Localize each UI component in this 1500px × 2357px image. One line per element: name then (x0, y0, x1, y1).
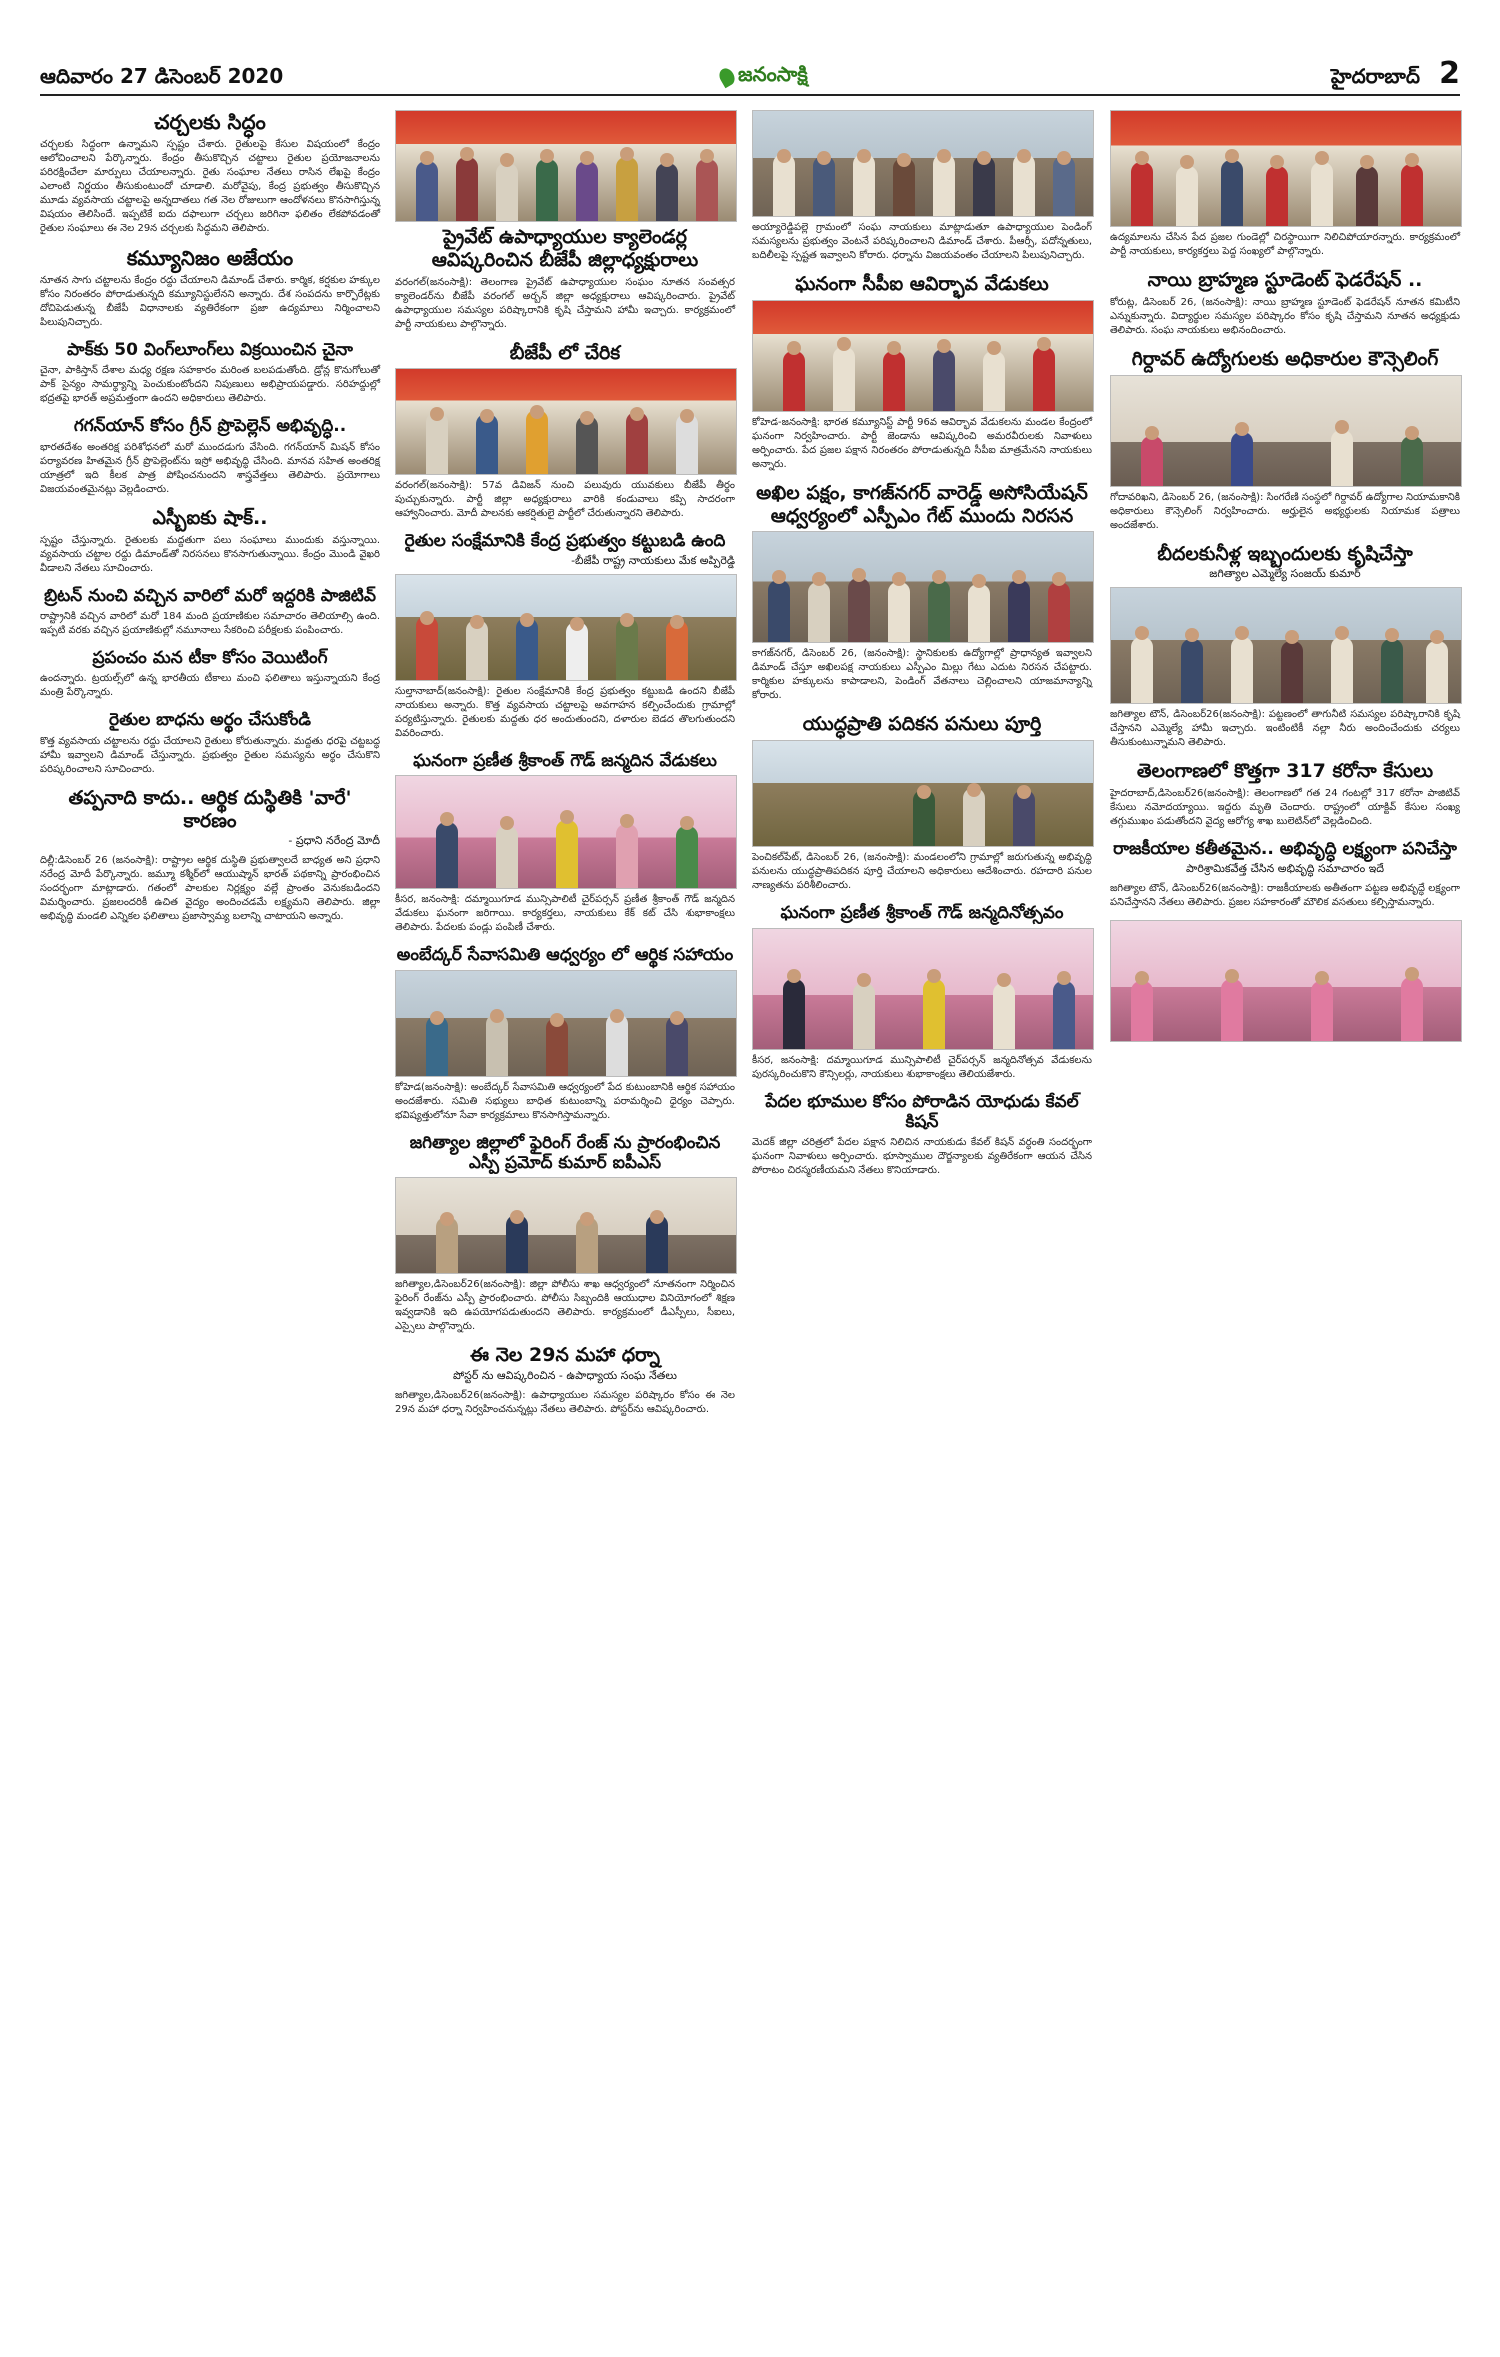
article-body: రాష్ట్రానికి వచ్చిన వారిలో మరో 184 మంది ప్రయాణికుల సమాచారం తెలియాల్సి ఉంది. ఇప్పటి వరకు వచ్చిన ప్రయాణికుల్లో నమూనాలు సేకరించి పరీక్షలకు పంపించారు. (40, 610, 380, 636)
column-2 (395, 108, 735, 1427)
article-body: నూతన సాగు చట్టాలను కేంద్రం రద్దు చేయాలని డిమాండ్ చేశారు. కార్మిక, కర్షకుల హక్కుల కోసం నిరంతరం పోరాడుతున్నది కమ్యూనిస్టులేనని అన్నారు. దేశ సంపదను కార్పొరేట్లకు దోచిపెడుతున్న బీజేపీ విధానాలకు వ్యతిరేకంగా ప్రజా ఉద్యమాలు నిర్మించాలని పిలుపునిచ్చారు. (40, 275, 380, 328)
article (395, 342, 735, 522)
article (395, 751, 735, 935)
column-3 (752, 108, 1092, 1188)
article (752, 110, 1092, 263)
article-body: హైదరాబాద్,డిసెంబర్26(జనంసాక్షి): తెలంగాణలో గత 24 గంటల్లో 317 కరోనా పాజిటివ్ కేసులు నమోదయ్యాయి. ఇద్దరు మృతి చెందారు. రాష్ట్రంలో యాక్టివ్ కేసుల సంఖ్య తగ్గుముఖం పడుతోందని వైద్య ఆరోగ్య శాఖ బులెటిన్‌లో వెల్లడించింది. (1110, 788, 1460, 828)
article-body: మెదక్ జిల్లా చరిత్రలో పేదల పక్షాన నిలిచిన నాయకుడు కేవల్ కిషన్ వర్ధంతి సందర్భంగా ఘనంగా నివాళులు అర్పించారు. భూస్వాముల దౌర్జన్యాలకు వ్యతిరేకంగా ఆయన చేసిన పోరాటం చిరస్మరణీయమని నేతలు కొనియాడారు. (752, 1137, 1092, 1177)
article (40, 586, 380, 638)
article-body: వరంగల్(జనంసాక్షి): తెలంగాణ ప్రైవేట్ ఉపాధ్యాయుల సంఘం నూతన సంవత్సర క్యాలెండర్‌ను బీజేపీ వరంగల్ అర్బన్ జిల్లా అధ్యక్షురాలు ఆవిష్కరించారు. ప్రైవేట్ ఉపాధ్యాయుల సమస్యల పరిష్కారానికి కృషి చేస్తామని హామీ ఇచ్చారు. కార్యక్రమంలో పార్టీ నాయకులు పాల్గొన్నారు. (395, 276, 735, 330)
article-headline: యుద్ధప్రాతి పదికన పనులు పూర్తి (802, 713, 1042, 736)
article-headline: గిర్దావర్ ఉద్యోగులకు అధికారుల కౌన్సెలింగ్ (1131, 347, 1439, 370)
article-body: కీసర, జనంసాక్షి: దమ్మాయిగూడ మున్సిపాలిటీ చైర్‌పర్సన్ జన్మదినోత్సవ వేడుకలను పురస్కరించుకొని కౌన్సిలర్లు, నాయకులు శుభాకాంక్షలు తెలియజేశారు. (752, 1054, 1092, 1080)
article-headline: ప్రపంచం మన టీకా కోసం వెయిటింగ్ (92, 647, 328, 668)
article-body: జగిత్యాల టౌన్, డిసెంబర్26(జనంసాక్షి): పట్టణంలో తాగునీటి సమస్యల పరిష్కారానికి కృషి చేస్తానని ఎమ్మెల్యే హామీ ఇచ్చారు. ఇంటింటికీ నల్లా నీరు అందించేందుకు చర్యలు తీసుకుంటున్నామని తెలిపారు. (1110, 709, 1460, 749)
news-photo (395, 368, 737, 475)
news-photo (1110, 110, 1462, 227)
article-body: వరంగల్(జనంసాక్షి): 57వ డివిజన్ నుంచి పలువురు యువకులు బీజేపీ తీర్థం పుచ్చుకున్నారు. పార్టీ జిల్లా అధ్యక్షురాలు వారికి కండువాలు కప్పి సాదరంగా ఆహ్వానించారు. మోదీ పాలనకు ఆకర్షితులై పార్టీలో చేరుతున్నారని తెలిపారు. (395, 480, 735, 520)
article (752, 1092, 1092, 1179)
article-headline: అఖిల పక్షం, కాగజ్‌నగర్ వారెడ్డ్ అసోసియేషన్ ఆధ్వర్యంలో ఎస్పీఎం గేట్ ముందు నిరసన (756, 481, 1088, 527)
article (1110, 269, 1460, 338)
article-headline: బీదలకునీళ్ల ఇబ్బందులకు కృషిచేస్తా (1157, 542, 1413, 565)
news-photo (395, 574, 737, 681)
article-headline: రైతుల బాధను అర్థం చేసుకోండి (109, 710, 311, 731)
paper-logo (720, 62, 808, 91)
article-body: సుల్తానాబాద్(జనంసాక్షి): రైతుల సంక్షేమానికి కేంద్ర ప్రభుత్వం కట్టుబడి ఉందని బీజేపీ నాయకులు అన్నారు. కొత్త వ్యవసాయ చట్టాలపై అవగాహన కల్పించేందుకు గ్రామాల్లో పర్యటిస్తున్నారు. రైతులకు మద్దతు ధర అందుతుందని, దళారుల బెడద తొలగుతుందని వివరించారు. (395, 685, 735, 739)
article (395, 531, 735, 740)
article-headline: చర్చలకు సిద్ధం (154, 110, 266, 134)
article-body: ఉద్యమాలను చేసిన పేద ప్రజల గుండెల్లో చిరస్థాయిగా నిలిచిపోయారన్నారు. కార్యక్రమంలో పార్టీ నాయకులు, కార్యకర్తలు పెద్ద సంఖ్యలో పాల్గొన్నారు. (1110, 232, 1460, 257)
article (40, 110, 380, 236)
article-body: దిల్లీ:డిసెంబర్ 26 (జనంసాక్షి): రాష్ట్రాల ఆర్థిక దుస్థితి ప్రభుత్వాలదే బాధ్యత అని ప్రధాని నరేంద్ర మోదీ పేర్కొన్నారు. జమ్మూ కశ్మీర్‌లో ఆయుష్మాన్ భారత్ పథకాన్ని ప్రారంభించిన సందర్భంగా మాట్లాడారు. గతంలో పాలకుల నిర్లక్ష్యం వల్లే ప్రాంతం వెనుకబడిందని విమర్శించారు. ప్రజలందరికీ ఉచిత వైద్యం అందించడమే లక్ష్యమని తెలిపారు. జిల్లా అభివృద్ధి మండలి ఎన్నికల ఫలితాలు ప్రజాస్వామ్య బలాన్ని చాటాయని అన్నారు. (40, 855, 380, 923)
article (752, 713, 1092, 893)
issue-date: ఆదివారం 27 డిసెంబర్ 2020 (40, 64, 284, 88)
article (1110, 760, 1460, 829)
article (40, 787, 380, 925)
article-headline: పాక్‌కు 50 వింగ్‌లూంగ్‌లు విక్రయించిన చైనా (67, 340, 353, 360)
article-headline: అంబేద్కర్ సేవాసమితి ఆధ్వర్యం లో ఆర్థిక సహాయం (396, 945, 734, 966)
article-body: జగిత్యాల,డిసెంబర్26(జనంసాక్షి): జిల్లా పోలీసు శాఖ ఆధ్వర్యంలో నూతనంగా నిర్మించిన ఫైరింగ్ రేంజ్‌ను ఎస్పీ ప్రారంభించారు. పోలీసు సిబ్బందికి ఆయుధాల వినియోగంలో శిక్షణ ఇవ్వడానికి ఇది ఉపయోగపడుతుందని తెలిపారు. కార్యక్రమంలో డీఎస్పీలు, సీఐలు, ఎస్సైలు పాల్గొన్నారు. (395, 1279, 735, 1333)
article (395, 110, 735, 332)
article (752, 903, 1092, 1081)
article-body: కోహెడ(జనంసాక్షి): అంబేద్కర్ సేవాసమితి ఆధ్వర్యంలో పేద కుటుంబానికి ఆర్థిక సహాయం అందజేశారు. సమితి సభ్యులు బాధిత కుటుంబాన్ని పరామర్శించి ధైర్యం చెప్పారు. భవిష్యత్తులోనూ సేవా కార్యక్రమాలు కొనసాగిస్తామన్నారు. (395, 1081, 735, 1121)
article (1110, 839, 1460, 909)
article (1110, 543, 1460, 751)
paper-logo-text: జనంసాక్షి (738, 62, 808, 86)
article-body: చైనా, పాకిస్తాన్ దేశాల మధ్య రక్షణ సహకారం మరింత బలపడుతోంది. డ్రోన్ల కొనుగోలుతో పాక్ సైన్యం సామర్థ్యాన్ని పెంచుకుంటోందని నిపుణులు అభిప్రాయపడ్డారు. సరిహద్దుల్లో భద్రతపై భారత్ అప్రమత్తంగా ఉందని అధికారులు తెలిపారు. (40, 365, 380, 405)
article-body: గోదావరిఖని, డిసెంబర్ 26, (జనంసాక్షి): సింగరేణి సంస్థలో గిర్దావర్ ఉద్యోగాల నియామకానికి అధికారులు కౌన్సెలింగ్ నిర్వహించారు. అర్హులైన అభ్యర్థులకు నియామక పత్రాలు అందజేశారు. (1110, 491, 1460, 531)
article-headline: కమ్యూనిజం అజేయం (126, 246, 294, 270)
article-headline: ఎస్బీఐకు షాక్.. (152, 506, 268, 529)
news-photo (752, 531, 1094, 643)
article-headline: రాజకీయాల కతీతమైన.. అభివృద్ధి లక్ష్యంగా పనిచేస్తా (1113, 839, 1457, 860)
article-headline: తెలంగాణలో కొత్తగా 317 కరోనా కేసులు (1136, 760, 1434, 783)
article (40, 246, 380, 330)
article-headline: జగిత్యాల జిల్లాలో ఫైరింగ్ రేంజ్ ను ప్రారంభించిన ఎస్పీ ప్రమోద్ కుమార్ ఐపీఎస్ (409, 1132, 721, 1173)
masthead (40, 56, 1460, 96)
article-body: అయ్యారెడ్డిపల్లె గ్రామంలో సంఘ నాయకులు మాట్లాడుతూ ఉపాధ్యాయుల పెండింగ్ సమస్యలను ప్రభుత్వం వెంటనే పరిష్కరించాలని డిమాండ్ చేశారు. పీఆర్సీ, పదోన్నతులు, బదిలీలపై స్పష్టత ఇవ్వాలని కోరారు. ధర్నాను విజయవంతం చేయాలని పిలుపునిచ్చారు. (752, 222, 1092, 261)
news-photo (752, 740, 1094, 847)
article-headline: ఘనంగా ప్రణీత శ్రీకాంత్ గౌడ్ జన్మదిన వేడుకలు (413, 750, 717, 771)
article-subhead: -బీజేపీ రాష్ట్ర నాయకులు మేక అప్పిరెడ్డి (571, 553, 735, 567)
article-body: కీసర, జనంసాక్షి: దమ్మాయిగూడ మున్సిపాలిటీ చైర్‌పర్సన్ ప్రణీత శ్రీకాంత్ గౌడ్ జన్మదిన వేడుకలు ఘనంగా జరిగాయి. కార్యకర్తలు, నాయకులు కేక్ కట్ చేసి శుభాకాంక్షలు తెలిపారు. పేదలకు పండ్లు పంపిణీ చేశారు. (395, 894, 735, 934)
article-body: ఉందన్నారు. ట్రయల్స్‌లో ఉన్న భారతీయ టీకాలు మంచి ఫలితాలు ఇస్తున్నాయని కేంద్ర మంత్రి పేర్కొన్నారు. (40, 673, 380, 699)
edition-city: హైదరాబాద్ (1330, 64, 1420, 88)
news-photo (395, 1177, 737, 1274)
article (40, 710, 380, 776)
news-photo (395, 970, 737, 1077)
article-headline: తప్పనాది కాదు.. ఆర్థిక దుస్థితికి 'వారే' కారణం (68, 786, 352, 832)
article-body: పెంచికల్‌పేట్, డిసెంబర్ 26, (జనంసాక్షి): మండలంలోని గ్రామాల్లో జరుగుతున్న అభివృద్ధి పనులను యుద్ధప్రాతిపదికన పూర్తి చేయాలని అధికారులు ఆదేశించారు. రహదారి పనుల నాణ్యతను పరిశీలించారు. (752, 852, 1092, 892)
article (752, 482, 1092, 704)
article-subhead: జగిత్యాల ఎమ్మెల్యే సంజయ్ కుమార్ (1209, 567, 1361, 581)
article (395, 1133, 735, 1335)
article-body: భారతదేశం అంతరిక్ష పరిశోధనలో మరో ముందడుగు వేసింది. గగన్‌యాన్ మిషన్ కోసం పర్యావరణ హితమైన గ్రీన్ ప్రొపెల్లెంట్‌ను ఇస్రో అభివృద్ధి చేసింది. మానవ సహిత అంతరిక్ష యాత్రలో ఇది కీలక పాత్ర పోషించనుందని శాస్త్రవేత్తలు తెలిపారు. ప్రయోగాలు విజయవంతమైనట్లు వెల్లడించారు. (40, 441, 380, 495)
article (395, 945, 735, 1122)
article (40, 340, 380, 406)
leaf-icon (716, 65, 737, 88)
article-body: కోహెడ-జనంసాక్షి: భారత కమ్యూనిస్ట్ పార్టీ 96వ ఆవిర్భావ వేడుకలను మండల కేంద్రంలో ఘనంగా నిర్వహించారు. పార్టీ జెండాను ఆవిష్కరించి అమరవీరులకు నివాళులు అర్పించారు. పేద ప్రజల పక్షాన నిరంతరం పోరాడుతున్నది సీపీఐ మాత్రమేనని నాయకులు అన్నారు. (752, 416, 1092, 470)
news-photo (752, 928, 1094, 1050)
article-body: జగిత్యాల,డిసెంబర్26(జనంసాక్షి): ఉపాధ్యాయుల సమస్యల పరిష్కారం కోసం ఈ నెల 29న మహా ధర్నా నిర్వహించనున్నట్లు నేతలు తెలిపారు. పోస్టర్‌ను ఆవిష్కరించారు. (395, 1390, 735, 1416)
article-body: కాగజ్‌నగర్, డిసెంబర్ 26, (జనంసాక్షి): స్థానికులకు ఉద్యోగాల్లో ప్రాధాన్యత ఇవ్వాలని డిమాండ్ చేస్తూ అఖిలపక్ష నాయకులు ఎస్పీఎం మిల్లు గేటు ఎదుట నిరసన చేపట్టారు. కార్మికుల హక్కులను కాపాడాలని, పెండింగ్ వేతనాలు చెల్లించాలని యాజమాన్యాన్ని కోరారు. (752, 648, 1092, 702)
article (40, 648, 380, 700)
article (40, 507, 380, 576)
article-headline: రైతుల సంక్షేమానికి కేంద్ర ప్రభుత్వం కట్టుబడి ఉంది (404, 531, 726, 552)
article-headline: ఘనంగా ప్రణీత శ్రీకాంత్ గౌడ్ జన్మదినోత్సవం (780, 903, 1064, 924)
article-body: స్పష్టం చేస్తున్నారు. రైతులకు మద్దతుగా పలు సంఘాలు ముందుకు వస్తున్నాయి. వ్యవసాయ చట్టాల రద్దు డిమాండ్‌తో నిరసనలు కొనసాగుతున్నాయి. కేంద్రం మొండి వైఖరి వీడాలని నేతలు సూచించారు. (40, 534, 380, 574)
article-headline: బ్రిటన్ నుంచి వచ్చిన వారిలో మరో ఇద్దరికి పాజిటివ్ (44, 585, 376, 606)
article-headline: గగన్‌యాన్ కోసం గ్రీన్ ప్రొపెల్లెన్ అభివృద్ధి.. (73, 416, 347, 437)
article-headline: నాయి బ్రాహ్మణ స్టూడెంట్ ఫెడరేషన్ .. (1147, 269, 1423, 291)
article-body: చర్చలకు సిద్ధంగా ఉన్నామని స్పష్టం చేశారు. రైతులపై కేసుల విషయంలో కేంద్రం ఆలోచించాలని పేర్కొన్నారు. కేంద్రం తీసుకొచ్చిన చట్టాలు రైతుల ప్రయోజనాలను పరిరక్షించేలా మార్పులు చేయాలన్నారు. రైతు సంఘాల నేతలు రాసిన లేఖపై కేంద్రం ఎలాంటి నిర్ణయం తీసుకుంటుందో చూడాలి. మరోవైపు, కేంద్ర ప్రభుత్వం తీసుకొచ్చిన మూడు వ్యవసాయ చట్టాలపై అన్నదాతలు గత నెల రోజులుగా ఆందోళనలు కొనసాగిస్తున్న విషయం తెలిసిందే. ఇప్పటికే ఐదు దఫాలుగా చర్చలు జరిగినా ఫలితం లేకపోవడంతో రైతుల సంఘాలు ఈ నెల 29న చర్చలకు సిద్ధమని తెలిపారు. (40, 139, 380, 234)
news-photo (1110, 375, 1462, 487)
news-photo (395, 775, 737, 889)
news-photo (1110, 587, 1462, 704)
article-body: జగిత్యాల టౌన్, డిసెంబర్26(జనంసాక్షి): రాజకీయాలకు అతీతంగా పట్టణ అభివృద్ధే లక్ష్యంగా పనిచేస్తానని నేతలు తెలిపారు. ప్రజల సహకారంతో మౌలిక వసతులు కల్పిస్తామన్నారు. (1110, 882, 1460, 908)
article-subhead: పారిశ్రామికవేత్త చేసిన అభివృద్ధి సమాచారం ఇదే (1185, 861, 1384, 875)
article (752, 273, 1092, 472)
article-headline: ప్రైవేట్ ఉపాధ్యాయుల క్యాలెండర్ల ఆవిష్కరించిన బీజేపీ జిల్లాధ్యక్షురాలు (431, 226, 699, 271)
news-photo (752, 300, 1094, 412)
article-body: కోరుట్ల, డిసెంబర్ 26, (జనంసాక్షి): నాయి బ్రాహ్మణ స్టూడెంట్ ఫెడరేషన్ నూతన కమిటీని ఎన్నుకున్నారు. విద్యార్థుల సమస్యల పరిష్కారం కోసం కృషి చేస్తామని నూతన అధ్యక్షుడు తెలిపారు. సంఘ నాయకులు అభినందించారు. (1110, 296, 1460, 336)
article (1110, 920, 1460, 1042)
article-subhead: పోస్టర్ ను ఆవిష్కరించిన - ఉపాధ్యాయ సంఘ నేతలు (453, 1369, 677, 1383)
column-4 (1110, 108, 1460, 1052)
article-headline: పేదల భూముల కోసం పోరాడిన యోధుడు కేవల్ కిషన్ (765, 1091, 1079, 1132)
page-number: 2 (1439, 56, 1460, 91)
article-subhead: - ప్రధాని నరేంద్ర మోదీ (288, 834, 380, 848)
article-headline: ఈ నెల 29న మహా ధర్నా (470, 1344, 660, 1367)
column-1 (40, 108, 380, 934)
article (395, 1344, 735, 1417)
news-photo (1110, 920, 1462, 1042)
article (1110, 348, 1460, 533)
article-body: కొత్త వ్యవసాయ చట్టాలను రద్దు చేయాలని రైతులు కోరుతున్నారు. మద్దతు ధరపై చట్టబద్ధ హామీ ఇవ్వాలని డిమాండ్ చేస్తున్నారు. ప్రభుత్వం రైతుల సమస్యను అర్థం చేసుకొని పరిష్కరించాలని సూచించారు. (40, 735, 380, 775)
article (40, 416, 380, 496)
article-headline: బీజేపీ లో చేరిక (509, 341, 621, 364)
news-photo (395, 110, 737, 222)
article-headline: ఘనంగా సీపీఐ ఆవిర్భావ వేడుకలు (795, 273, 1049, 295)
news-photo (752, 110, 1094, 217)
article (1110, 110, 1460, 259)
